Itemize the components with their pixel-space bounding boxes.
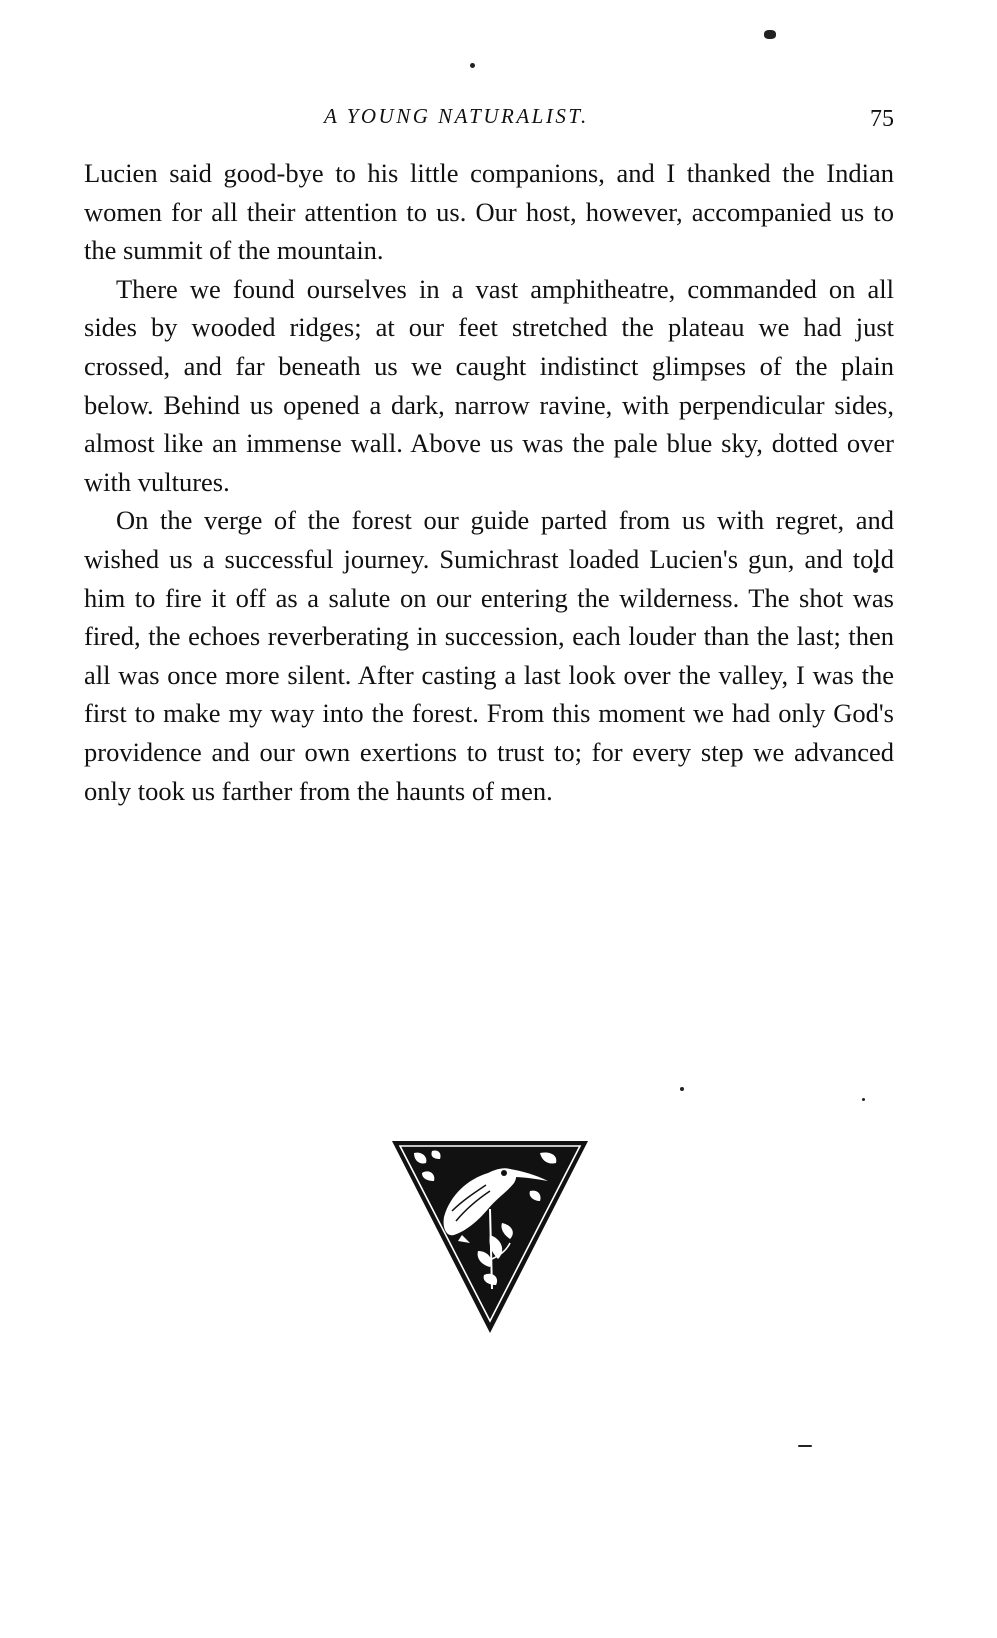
ink-speck (764, 30, 776, 39)
running-head (84, 104, 894, 140)
ink-speck (470, 63, 475, 68)
page-number: 75 (870, 106, 894, 132)
triangular-bird-vignette-icon (392, 1139, 588, 1333)
paragraph-1: Lucien said good-bye to his little companions, and I thanked the Indian women for all their attention to us. Our host, however, accompanied us to the summit of the mountain. (84, 158, 894, 266)
paragraph-3: On the verge of the forest our guide parted from us with regret, and wished us a successful journey. Sumichrast loaded Lucien's gun, and told him to fire it off as a salute on our entering the wilderness. The shot was fired, the echoes reverberating in succession, each louder than the last; then all was once more silent. After casting a last look over the valley, I was the first to make my way into the forest. From this moment we had only God's providence and our own exertions to trust to; for every step we advanced only took us farther from the haunts of men. (84, 505, 894, 806)
ink-speck (798, 1445, 812, 1447)
ink-speck (680, 1087, 684, 1091)
body-text (84, 154, 894, 810)
running-title: A YOUNG NATURALIST. (324, 104, 589, 128)
ink-speck (862, 1098, 865, 1101)
paragraph-2: There we found ourselves in a vast amphitheatre, commanded on all sides by wooded ridges; at our feet stretched the plateau we had just crossed, and far beneath us we caught indistinct glimpses of the plain below. Behind us opened a dark, narrow ravine, with perpendicular sides, almost like an immense wall. Above us was the pale blue sky, dotted over with vultures. (84, 273, 894, 497)
